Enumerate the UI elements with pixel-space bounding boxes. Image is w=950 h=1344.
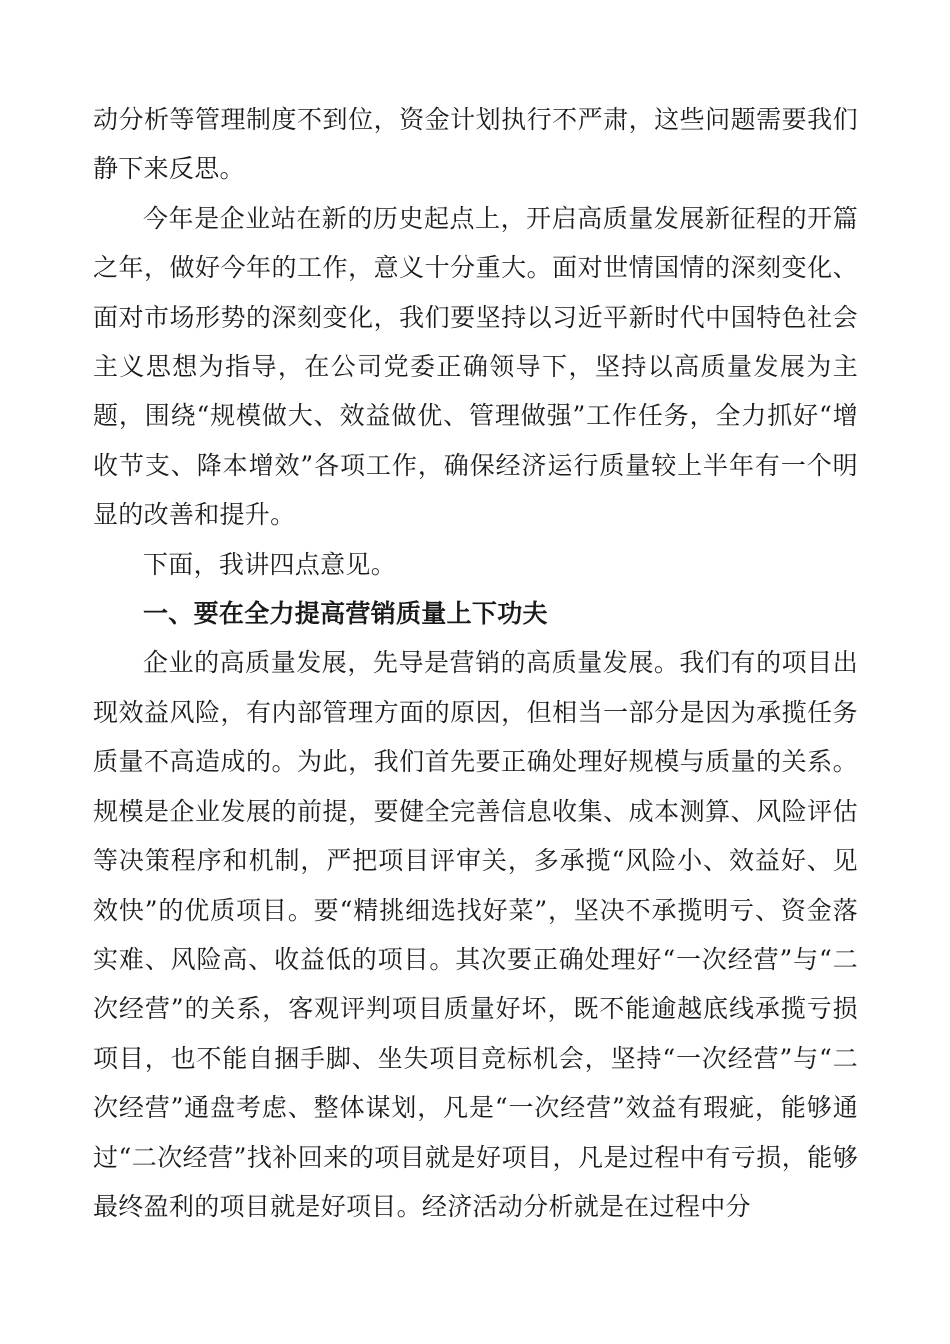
document-page — [93, 95, 858, 1231]
paragraph-this-year: 今年是企业站在新的历史起点上，开启高质量发展新征程的开篇之年，做好今年的工作，意义十分重大。面对世情国情的深刻变化、面对市场形势的深刻变化，我们要坚持以习近平新时代中国特色社会主义思想为指导，在公司党委正确领导下，坚持以高质量发展为主题，围绕“规模做大、效益做优、管理做强”工作任务，全力抓好“增收节支、降本增效”各项工作，确保经济运行质量较上半年有一个明显的改善和提升。 — [93, 203, 858, 530]
section-heading: 一、要在全力提高营销质量上下功夫 — [143, 599, 548, 629]
paragraph-marketing-quality: 企业的高质量发展，先导是营销的高质量发展。我们有的项目出现效益风险，有内部管理方面的原因，但相当一部分是因为承揽任务质量不高造成的。为此，我们首先要正确处理好规模与质量的关系。规模是企业发展的前提，要健全完善信息收集、成本测算、风险评估等决策程序和机制，严把项目评审关，多承揽“风险小、效益好、见效快”的优质项目。要“精挑细选找好菜”，坚决不承揽明亏、资金落实难、风险高、收益低的项目。其次要正确处理好“一次经营”与“二次经营”的关系，客观评判项目质量好坏，既不能逾越底线承揽亏损项目，也不能自捆手脚、坐失项目竞标机会，坚持“一次经营”与“二次经营”通盘考虑、整体谋划，凡是“一次经营”效益有瑕疵，能够通过“二次经营”找补回来的项目就是好项目，凡是过程中有亏损，能够最终盈利的项目就是好项目。经济活动分析就是在过程中分 — [93, 648, 858, 1221]
paragraph-continued: 动分析等管理制度不到位，资金计划执行不严肃，这些问题需要我们静下来反思。 — [93, 105, 858, 184]
paragraph-four-points: 下面，我讲四点意见。 — [143, 549, 397, 579]
